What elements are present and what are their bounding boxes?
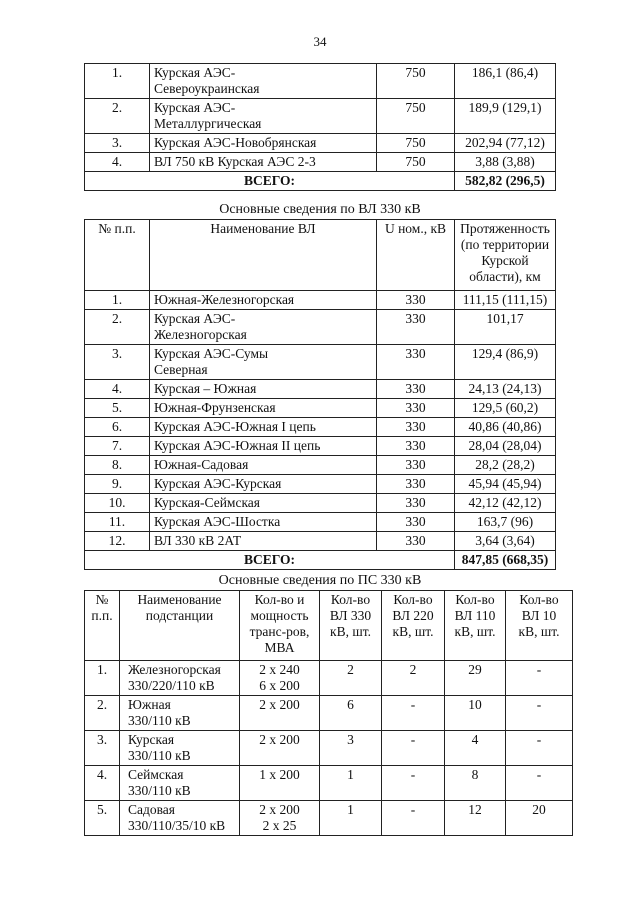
line-name	[150, 418, 377, 437]
table-row	[85, 437, 556, 456]
line-name	[150, 99, 377, 134]
vl330-count: 6	[320, 696, 382, 731]
substation-name	[120, 661, 240, 696]
table-vl-750	[84, 63, 556, 191]
header-length-line: Курской	[481, 253, 529, 268]
transformers	[240, 766, 320, 801]
substation-name-text: 330/110 кВ	[128, 783, 191, 798]
line-name-text: Курская АЭС-Южная I цепь	[154, 419, 316, 434]
line-name	[150, 310, 377, 345]
row-number: 5.	[85, 801, 120, 836]
header-line: МВА	[264, 640, 295, 655]
length: 189,9 (129,1)	[455, 99, 556, 134]
row-number: 2.	[85, 99, 150, 134]
line-name-text: Курская АЭС-	[154, 100, 236, 115]
transformers-text: 2 х 240	[259, 662, 300, 677]
transformers-text: 2 х 200	[259, 802, 300, 817]
total-row	[85, 172, 556, 191]
voltage: 750	[377, 99, 455, 134]
table-row	[85, 801, 573, 836]
table-vl-330	[84, 219, 556, 570]
vl110-count: 4	[445, 731, 506, 766]
voltage: 330	[377, 345, 455, 380]
row-number: 7.	[85, 437, 150, 456]
length: 3,64 (3,64)	[455, 532, 556, 551]
substation-name	[120, 801, 240, 836]
table-row	[85, 696, 573, 731]
line-name-text: Курская – Южная	[154, 381, 257, 396]
row-number: 2.	[85, 310, 150, 345]
header-line: ВЛ 330	[329, 608, 372, 623]
line-name-text: Курская АЭС-Курская	[154, 476, 282, 491]
table-row	[85, 661, 573, 696]
substation-name	[120, 766, 240, 801]
table-row	[85, 766, 573, 801]
row-number: 5.	[85, 399, 150, 418]
header-line: Кол-во	[330, 592, 371, 607]
line-name	[150, 513, 377, 532]
line-name-text: ВЛ 330 кВ 2АТ	[154, 533, 242, 548]
line-name	[150, 345, 377, 380]
vl330-count: 2	[320, 661, 382, 696]
voltage: 330	[377, 494, 455, 513]
voltage: 330	[377, 380, 455, 399]
header-line: кВ, шт.	[454, 624, 496, 639]
header-line: мощность	[250, 608, 309, 623]
line-name	[150, 134, 377, 153]
vl110-count: 12	[445, 801, 506, 836]
voltage: 750	[377, 153, 455, 172]
vl110-count: 29	[445, 661, 506, 696]
page-number: 34	[313, 34, 327, 49]
transformers	[240, 696, 320, 731]
line-name-text: Курская АЭС-	[154, 311, 236, 326]
table-ps-330	[84, 590, 573, 836]
vl10-count: -	[506, 766, 573, 801]
row-number: 10.	[85, 494, 150, 513]
line-name-text: ВЛ 750 кВ Курская АЭС 2-3	[154, 154, 316, 169]
line-name	[150, 399, 377, 418]
substation-name-text: 330/110 кВ	[128, 748, 191, 763]
voltage: 330	[377, 437, 455, 456]
table-row	[85, 153, 556, 172]
transformers-text: 1 х 200	[259, 767, 300, 782]
length: 40,86 (40,86)	[455, 418, 556, 437]
table-row	[85, 456, 556, 475]
vl220-count: -	[382, 731, 445, 766]
header-num	[85, 591, 120, 661]
row-number: 4.	[85, 766, 120, 801]
line-name-text: Южная-Садовая	[154, 457, 249, 472]
header-line: подстанции	[145, 608, 214, 623]
substation-name	[120, 731, 240, 766]
vl330-count: 1	[320, 766, 382, 801]
line-name-text: Курская АЭС-Новобрянская	[154, 135, 317, 150]
voltage: 330	[377, 456, 455, 475]
voltage: 330	[377, 513, 455, 532]
header-line: ВЛ 110	[454, 608, 496, 623]
row-number: 3.	[85, 731, 120, 766]
vl220-count: -	[382, 696, 445, 731]
table-vl-330-caption: Основные сведения по ВЛ 330 кВ	[219, 202, 421, 217]
length: 42,12 (42,12)	[455, 494, 556, 513]
voltage: 750	[377, 64, 455, 99]
table-row	[85, 731, 573, 766]
header-vl110	[445, 591, 506, 661]
header-line: транс-ров,	[249, 624, 310, 639]
length: 3,88 (3,88)	[455, 153, 556, 172]
line-name	[150, 456, 377, 475]
header-line: ВЛ 10	[521, 608, 557, 623]
substation-name-text: Садовая	[128, 802, 176, 817]
length: 101,17	[455, 310, 556, 345]
table-row	[85, 475, 556, 494]
table-row	[85, 64, 556, 99]
length: 129,5 (60,2)	[455, 399, 556, 418]
row-number: 3.	[85, 345, 150, 380]
line-name-text: Курская АЭС-Южная II цепь	[154, 438, 321, 453]
substation-name-text: Курская	[128, 732, 175, 747]
table-row	[85, 399, 556, 418]
header-substation	[120, 591, 240, 661]
header-line: №	[95, 592, 109, 607]
row-number: 4.	[85, 153, 150, 172]
row-number: 9.	[85, 475, 150, 494]
line-name	[150, 532, 377, 551]
length: 129,4 (86,9)	[455, 345, 556, 380]
line-name	[150, 437, 377, 456]
table-row	[85, 513, 556, 532]
line-name-text: Североукраинская	[154, 81, 260, 96]
line-name-text: Курская АЭС-Сумы	[154, 346, 269, 361]
header-line: ВЛ 220	[392, 608, 434, 623]
transformers-text: 2 х 25	[262, 818, 297, 833]
length: 202,94 (77,12)	[455, 134, 556, 153]
header-line: Кол-во	[519, 592, 559, 607]
line-name-text: Курская-Сеймская	[154, 495, 261, 510]
header-line: п.п.	[91, 608, 113, 623]
voltage: 330	[377, 475, 455, 494]
header-length	[455, 220, 556, 291]
length: 28,2 (28,2)	[455, 456, 556, 475]
table-row	[85, 99, 556, 134]
row-number: 1.	[85, 64, 150, 99]
transformers	[240, 731, 320, 766]
length: 111,15 (111,15)	[455, 291, 556, 310]
header-line: Кол-во и	[254, 592, 305, 607]
substation-name-text: Южная	[128, 697, 171, 712]
vl330-count: 1	[320, 801, 382, 836]
vl110-count: 8	[445, 766, 506, 801]
vl10-count: -	[506, 696, 573, 731]
header-line: кВ, шт.	[518, 624, 560, 639]
line-name	[150, 380, 377, 399]
voltage: 330	[377, 399, 455, 418]
row-number: 11.	[85, 513, 150, 532]
table-row	[85, 418, 556, 437]
line-name	[150, 64, 377, 99]
row-number: 12.	[85, 532, 150, 551]
table-ps-330-caption: Основные сведения по ПС 330 кВ	[218, 573, 422, 588]
substation-name-text: Железногорская	[128, 662, 221, 677]
transformers-text: 2 х 200	[259, 697, 300, 712]
vl10-count: -	[506, 661, 573, 696]
line-name-text: Южная-Фрунзенская	[154, 400, 276, 415]
vl220-count: -	[382, 801, 445, 836]
total-value: 847,85 (668,35)	[455, 551, 556, 570]
table-row	[85, 134, 556, 153]
header-line: Кол-во	[393, 592, 433, 607]
transformers	[240, 661, 320, 696]
header-length-line: (по территории	[460, 237, 550, 252]
table-row	[85, 291, 556, 310]
row-number: 4.	[85, 380, 150, 399]
header-vl220	[382, 591, 445, 661]
line-name	[150, 153, 377, 172]
header-vl330	[320, 591, 382, 661]
substation-name	[120, 696, 240, 731]
header-num: № п.п.	[85, 220, 150, 291]
length: 24,13 (24,13)	[455, 380, 556, 399]
total-label: ВСЕГО:	[85, 551, 455, 570]
substation-name-text: 330/110 кВ	[128, 713, 191, 728]
line-name	[150, 291, 377, 310]
voltage: 750	[377, 134, 455, 153]
voltage: 330	[377, 532, 455, 551]
header-line: кВ, шт.	[392, 624, 434, 639]
header-line: Наименование	[137, 592, 222, 607]
vl220-count: -	[382, 766, 445, 801]
row-number: 2.	[85, 696, 120, 731]
vl330-count: 3	[320, 731, 382, 766]
table-row	[85, 532, 556, 551]
table-row	[85, 310, 556, 345]
table-row	[85, 380, 556, 399]
voltage: 330	[377, 418, 455, 437]
header-line: Кол-во	[455, 592, 495, 607]
header-length-line: области), км	[469, 269, 541, 284]
line-name	[150, 494, 377, 513]
vl220-count: 2	[382, 661, 445, 696]
vl10-count: 20	[506, 801, 573, 836]
row-number: 1.	[85, 661, 120, 696]
vl110-count: 10	[445, 696, 506, 731]
row-number: 3.	[85, 134, 150, 153]
row-number: 6.	[85, 418, 150, 437]
line-name-text: Курская АЭС-Шостка	[154, 514, 281, 529]
vl10-count: -	[506, 731, 573, 766]
header-line: кВ, шт.	[330, 624, 371, 639]
voltage: 330	[377, 291, 455, 310]
length: 45,94 (45,94)	[455, 475, 556, 494]
length: 186,1 (86,4)	[455, 64, 556, 99]
table-row	[85, 345, 556, 380]
voltage: 330	[377, 310, 455, 345]
substation-name-text: Сеймская	[128, 767, 184, 782]
line-name-text: Курская АЭС-	[154, 65, 236, 80]
total-value: 582,82 (296,5)	[455, 172, 556, 191]
header-vl10	[506, 591, 573, 661]
transformers	[240, 801, 320, 836]
length: 28,04 (28,04)	[455, 437, 556, 456]
line-name-text: Северная	[154, 362, 208, 377]
line-name-text: Южная-Железногорская	[154, 292, 295, 307]
line-name-text: Железногорская	[154, 327, 247, 342]
row-number: 8.	[85, 456, 150, 475]
row-number: 1.	[85, 291, 150, 310]
header-u: U ном., кВ	[377, 220, 455, 291]
substation-name-text: 330/220/110 кВ	[128, 678, 215, 693]
transformers-text: 6 х 200	[259, 678, 300, 693]
table-row	[85, 494, 556, 513]
transformers-text: 2 х 200	[259, 732, 300, 747]
line-name	[150, 475, 377, 494]
length: 163,7 (96)	[455, 513, 556, 532]
header-length-line: Протяженность	[460, 221, 550, 236]
substation-name-text: 330/110/35/10 кВ	[128, 818, 226, 833]
line-name-text: Металлургическая	[154, 116, 262, 131]
header-transformers	[240, 591, 320, 661]
total-row	[85, 551, 556, 570]
header-name: Наименование ВЛ	[150, 220, 377, 291]
total-label: ВСЕГО:	[85, 172, 455, 191]
